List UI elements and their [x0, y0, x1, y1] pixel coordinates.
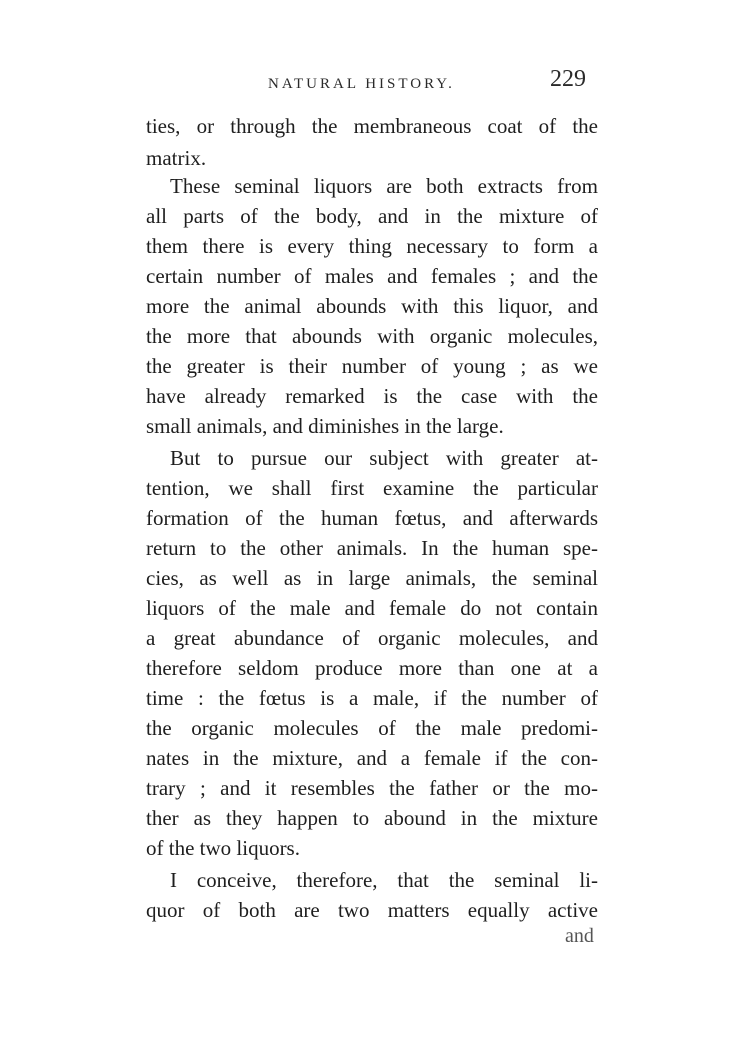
text-line: all parts of the body, and in the mixture of — [146, 204, 598, 228]
text-line: of the two liquors. — [146, 836, 300, 860]
text-line: therefore seldom produce more than one at a — [146, 656, 598, 680]
text-line: ther as they happen to abound in the mixture — [146, 806, 598, 830]
text-line: small animals, and diminishes in the large. — [146, 414, 504, 438]
paragraph-first-line: I conceive, therefore, that the seminal li- — [170, 868, 598, 892]
text-line: have already remarked is the case with the — [146, 384, 598, 408]
catchword: and — [565, 925, 594, 947]
text-line: more the animal abounds with this liquor, and — [146, 294, 598, 318]
text-line: the greater is their number of young ; as we — [146, 354, 598, 378]
text-line: nates in the mixture, and a female if the con- — [146, 746, 598, 770]
text-line: matrix. — [146, 146, 207, 170]
text-line: the more that abounds with organic molecules, — [146, 324, 598, 348]
paragraph-first-line: But to pursue our subject with greater at- — [170, 446, 598, 470]
text-line: them there is every thing necessary to form a — [146, 234, 598, 258]
text-line: return to the other animals. In the human spe- — [146, 536, 598, 560]
text-line: time : the fœtus is a male, if the number of — [146, 686, 598, 710]
paragraph-first-line: These seminal liquors are both extracts from — [170, 174, 598, 198]
running-title: NATURAL HISTORY. — [268, 76, 455, 92]
text-line: tention, we shall first examine the particular — [146, 476, 598, 500]
text-line: trary ; and it resembles the father or the mo- — [146, 776, 598, 800]
text-line: liquors of the male and female do not contain — [146, 596, 598, 620]
text-line: a great abundance of organic molecules, and — [146, 626, 598, 650]
text-line: formation of the human fœtus, and afterwards — [146, 506, 598, 530]
text-line: certain number of males and females ; and the — [146, 264, 598, 288]
text-line: ties, or through the membraneous coat of the — [146, 114, 598, 138]
text-line: the organic molecules of the male predomi- — [146, 716, 598, 740]
text-line: quor of both are two matters equally active — [146, 898, 598, 922]
text-line: cies, as well as in large animals, the seminal — [146, 566, 598, 590]
page-number: 229 — [550, 66, 586, 92]
